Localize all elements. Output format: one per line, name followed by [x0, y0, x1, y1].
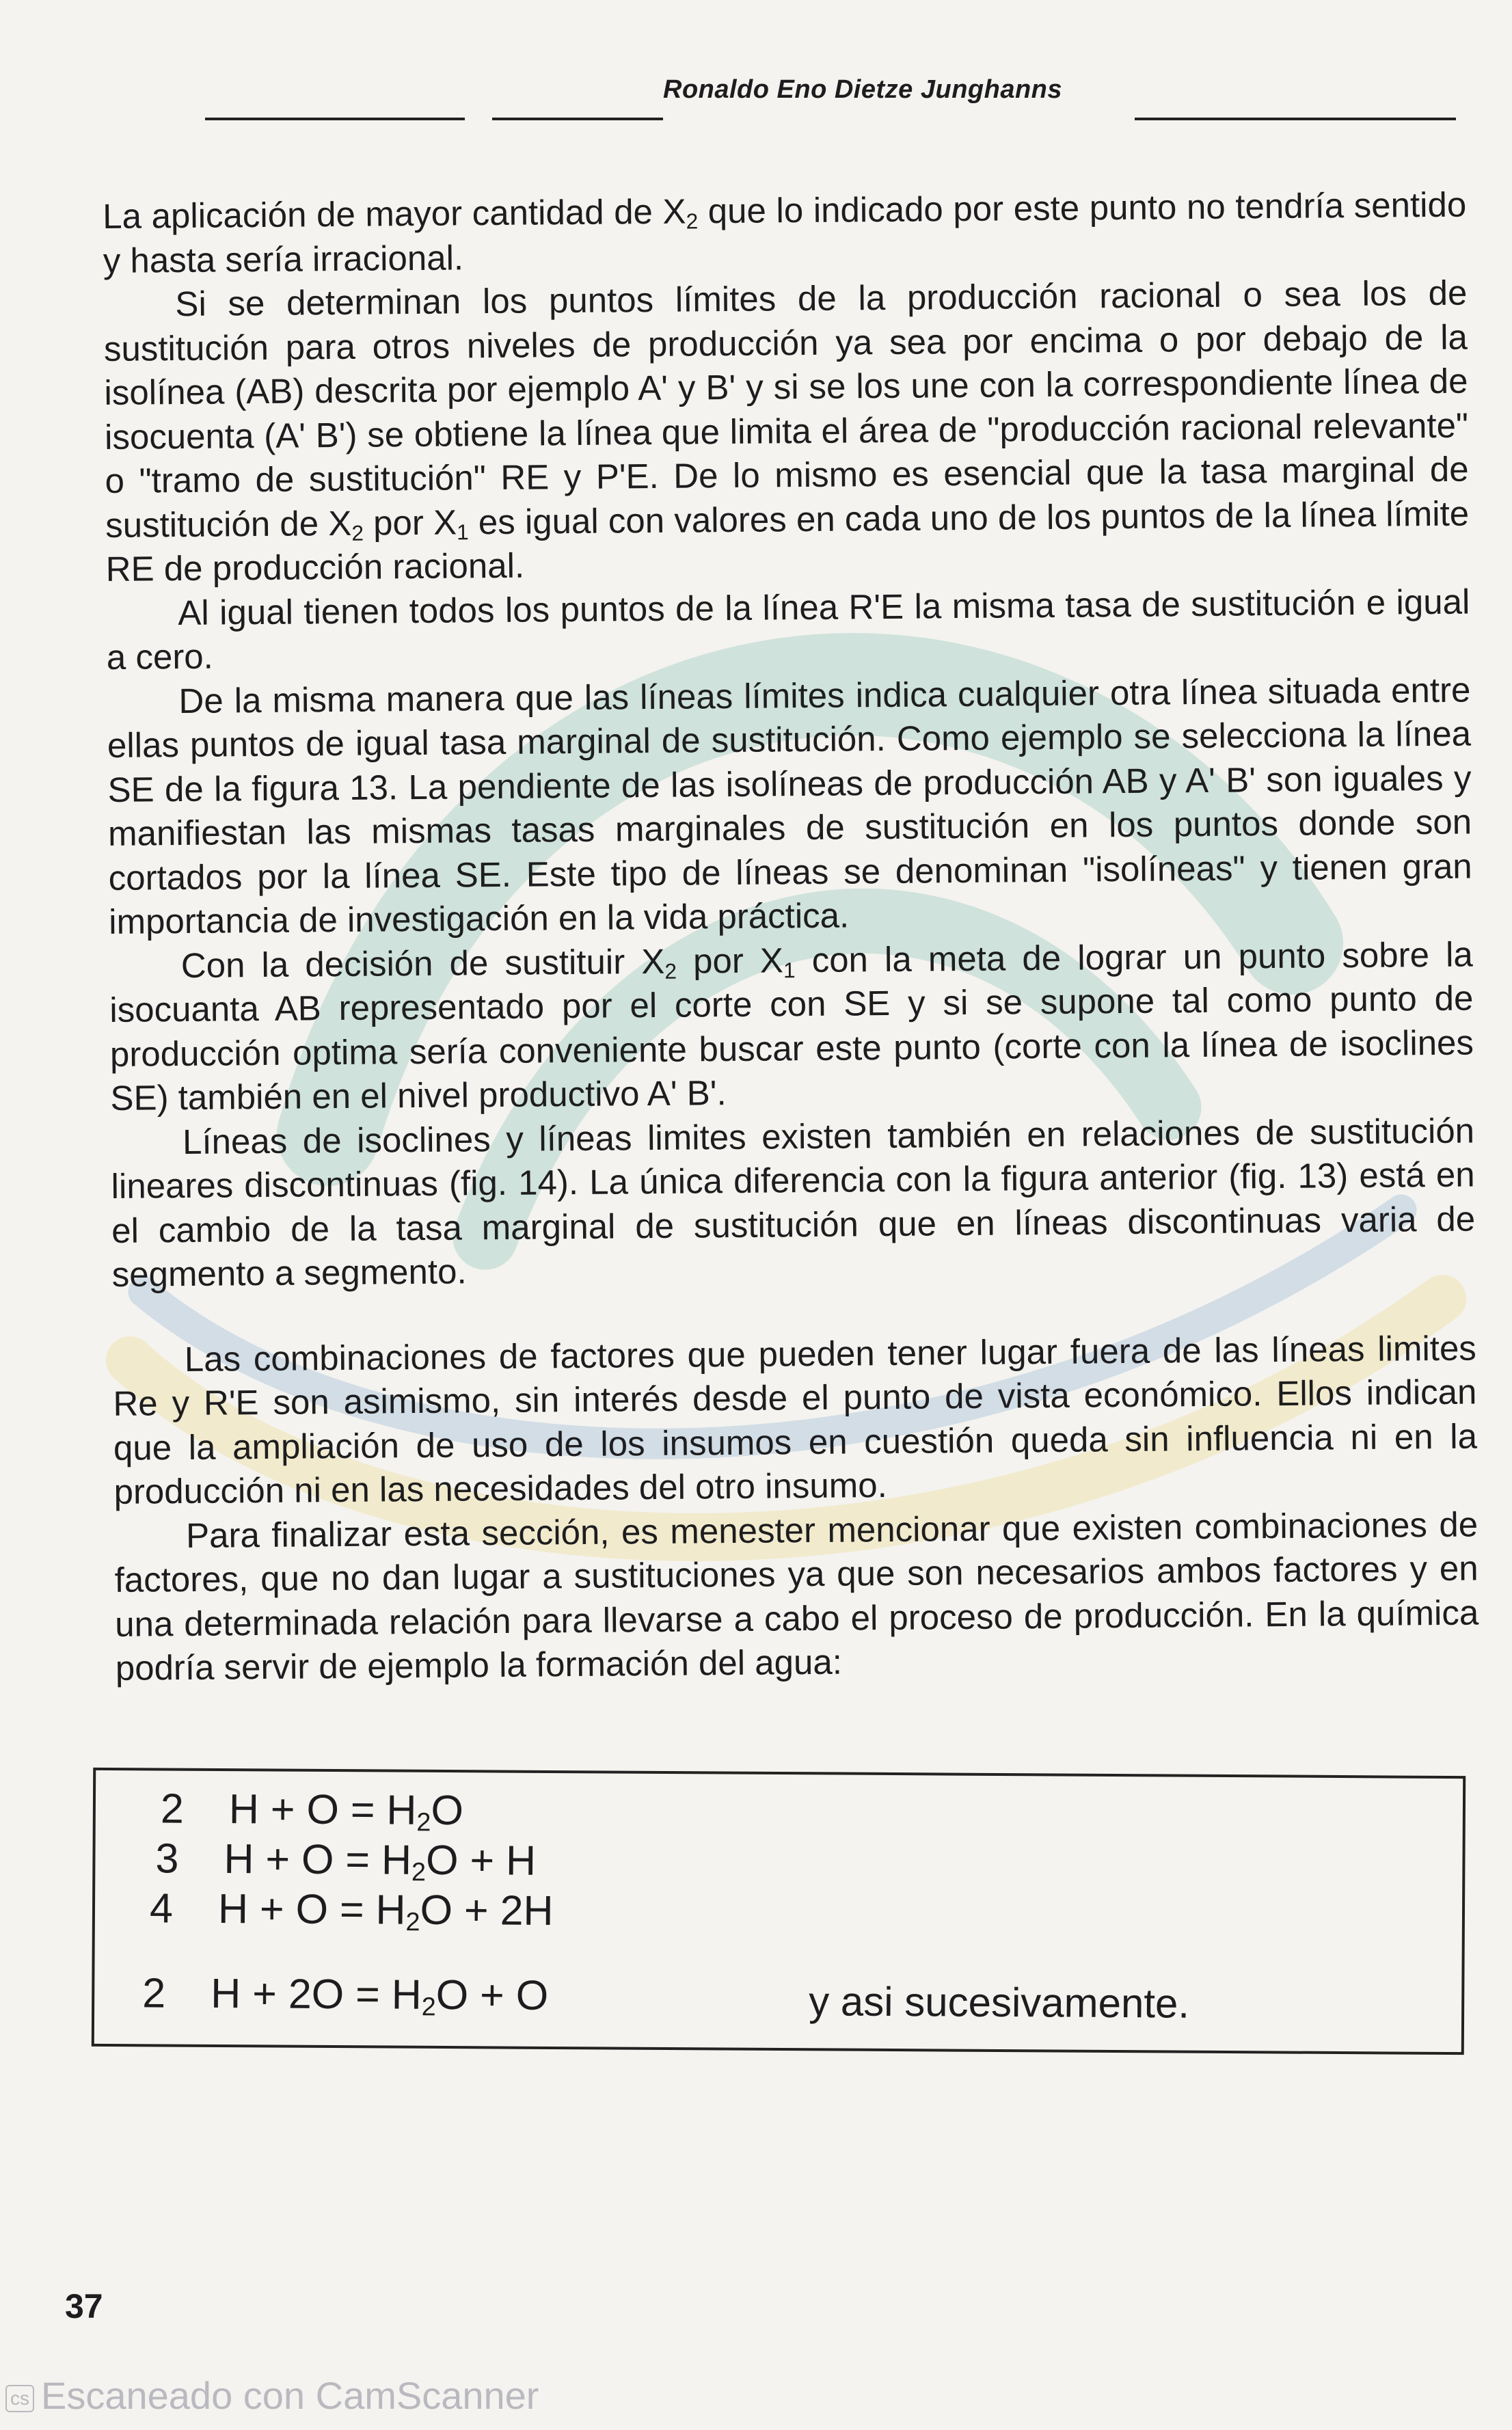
page-header [205, 68, 1463, 123]
formula-number: 3 [155, 1835, 179, 1882]
page-number: 37 [65, 2287, 103, 2325]
formula-row [142, 1969, 549, 2022]
paragraph-p6: Líneas de isoclines y líneas limites existen también en relaciones de sustitución lineares discontinuas (fig. 14). La única diferencia con la figura anterior (fig. 13) está en el cambio de la tasa marginal de sustitución que en líneas discontinuas varia de segmento a segmento. [111, 1111, 1476, 1294]
formula-row [149, 1884, 554, 1937]
scanner-watermark [5, 2373, 539, 2418]
formula-number: 2 [142, 1969, 166, 2016]
paragraph-p1: La aplicación de mayor cantidad de $X_2$ que lo indicado por este punto no tendría sentido y hasta sería irracional. [103, 185, 1467, 280]
body-text [103, 183, 1479, 1691]
camscanner-icon: cs [5, 2385, 34, 2412]
running-header-author: Ronaldo Eno Dietze Junghanns [663, 75, 1063, 104]
header-rule-left [205, 118, 465, 120]
formula-expression: $H + O = H_2O + H$ [224, 1835, 537, 1887]
formula-expression: $H + O = H_2O$ [228, 1785, 464, 1837]
header-rule-right [1135, 118, 1456, 120]
header-rule-mid [492, 118, 663, 120]
scanner-text: Escaneado con CamScanner [41, 2374, 539, 2417]
paragraph-p8: Para finalizar esta sección, es menester mencionar que existen combinaciones de factores, que no dan lugar a sustituciones ya que son necesarios ambos factores y en una determinada relación para llevarse a cabo el proceso de producción. En la química podría servir de ejemplo la formación del agua: [114, 1504, 1479, 1688]
formula-row [155, 1834, 537, 1887]
paragraph-p7: Las combinaciones de factores que pueden tener lugar fuera de las líneas limites Re y R'E son asimismo, sin interés desde el punto de vista económico. Ellos indican que la ampliación de uso de los insumos en cuestión queda sin influencia ni en la producción ni en las necesidades del otro insumo. [113, 1328, 1478, 1511]
formula-expression: $H + 2O = H_2O + O$ [211, 1969, 549, 2022]
formula-number: 2 [160, 1785, 185, 1832]
paragraph-p5: Con la decisión de sustituir $X_2$ por $X_1$ con la meta de lograr un punto sobre la isocuanta AB representado por el corte con SE y si se supone tal como punto de producción optima sería conveniente buscar este punto (corte con la línea de isoclines SE) también en el nivel productivo A' B'. [109, 934, 1474, 1118]
paragraph-p2: Si se determinan los puntos límites de la producción racional o sea los de sustitución para otros niveles de producción ya sea por encima o por debajo de la isolínea (AB) descrita por ejemplo A' y B' y si se los une con la correspondiente línea de isocuenta (A' B') se obtiene la línea que limita el área de "producción racional relevante" o "tramo de sustitución" RE y P'E. De lo mismo es esencial que la tasa marginal de sustitución de $X_2$ por $X_1$ es igual con valores en cada uno de los puntos de la línea límite RE de producción racional. [103, 273, 1470, 589]
formula-box [92, 1768, 1466, 2055]
formula-tail-text: y asi sucesivamente. [808, 1978, 1190, 2027]
formula-expression: $H + O = H_2O + 2H$ [217, 1885, 554, 1937]
formula-number: 4 [149, 1885, 174, 1932]
formula-row [160, 1784, 464, 1837]
paragraph-p4: De la misma manera que las líneas límites indica cualquier otra línea situada entre ellas puntos de igual tasa marginal de sustitución. Como ejemplo se selecciona la línea SE de la figura 13. La pendiente de las isolíneas de producción AB y A' B' son iguales y manifiestan las mismas tasas marginales de sustitución en los puntos donde son cortados por la línea SE. Este tipo de líneas se denominan "isolíneas" y tienen gran importancia de investigación en la vida práctica. [107, 670, 1472, 941]
paragraph-p3: Al igual tienen todos los puntos de la línea R'E la misma tasa de sustitución e igual a cero. [106, 582, 1470, 677]
